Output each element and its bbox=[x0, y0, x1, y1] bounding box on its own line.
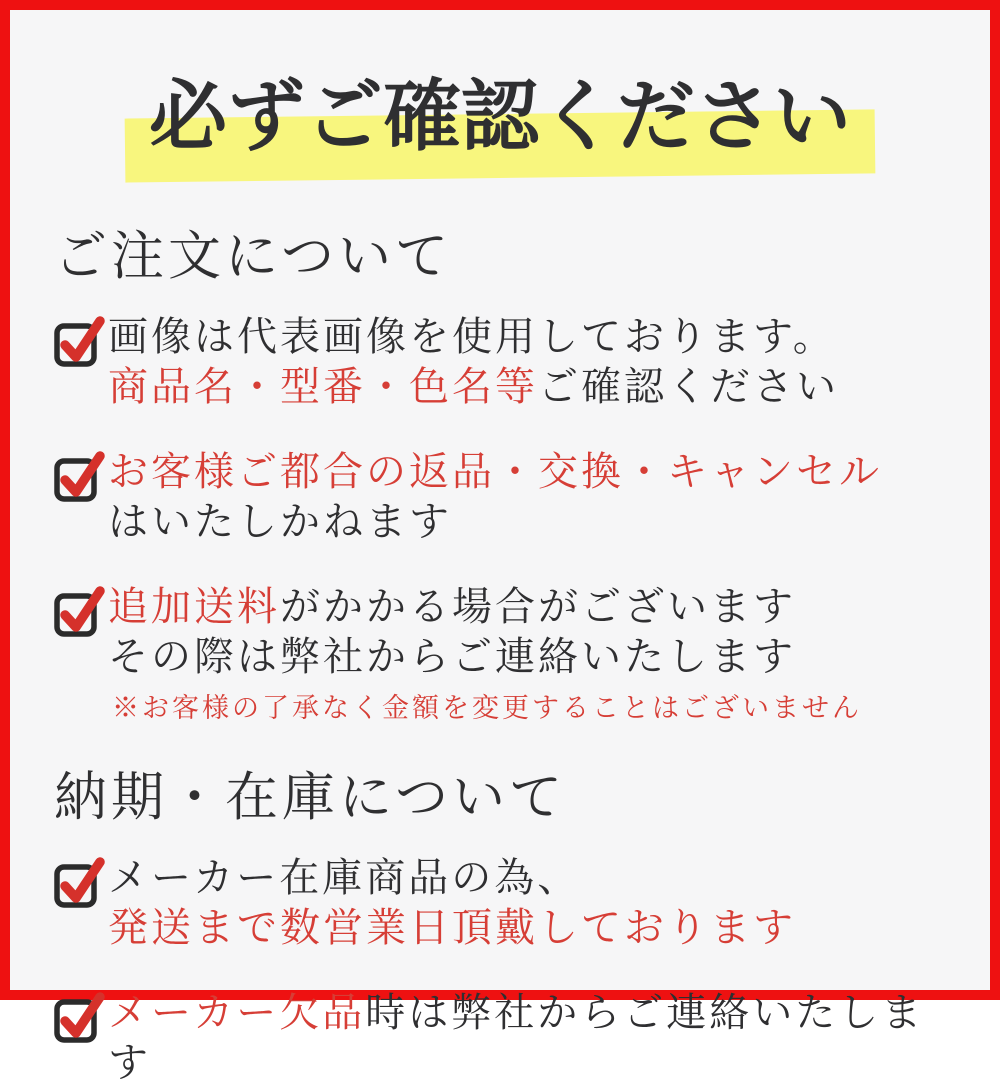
item-text bbox=[108, 988, 948, 1087]
item-segment: その際は弊社からご連絡いたします bbox=[108, 633, 796, 679]
notice-content bbox=[10, 10, 990, 1087]
item-segment-highlighted: お客様ご都合の返品・交換・キャンセル bbox=[108, 449, 882, 495]
item-line bbox=[108, 903, 796, 953]
section-heading-orders: ご注文について bbox=[54, 228, 452, 286]
item-line bbox=[108, 853, 796, 903]
page-title bbox=[131, 54, 869, 180]
item-line bbox=[108, 988, 948, 1087]
item-text bbox=[108, 582, 862, 725]
checked-checkbox-icon bbox=[52, 312, 104, 368]
item-segment: 画像は代表画像を使用しております。 bbox=[108, 314, 836, 359]
item-segment-highlighted: 商品名・型番・色名等 bbox=[108, 363, 538, 409]
item-segment-highlighted: 追加送料 bbox=[108, 584, 280, 630]
item-line bbox=[108, 497, 882, 547]
item-segment: がかかる場合がございます bbox=[280, 584, 796, 630]
item-text bbox=[108, 312, 839, 411]
list-item bbox=[52, 988, 948, 1087]
list-item bbox=[52, 447, 948, 546]
item-segment: ご確認ください bbox=[538, 363, 839, 409]
item-footnote: ※お客様の了承なく金額を変更することはございません bbox=[112, 692, 862, 723]
checked-checkbox-icon bbox=[52, 447, 104, 503]
title-row bbox=[52, 54, 948, 180]
item-segment-highlighted: メーカー欠品 bbox=[108, 990, 366, 1036]
checked-checkbox-icon bbox=[52, 853, 104, 909]
checked-checkbox-icon bbox=[52, 582, 104, 638]
item-segment: はいたしかねます bbox=[108, 498, 452, 544]
list-item bbox=[52, 312, 948, 411]
item-segment: メーカー在庫商品の為、 bbox=[108, 855, 581, 901]
item-segment: 時は弊社からご連絡いたします bbox=[108, 990, 925, 1085]
item-line bbox=[108, 582, 862, 632]
page-title-text: 必ずご確認ください bbox=[148, 73, 851, 160]
list-item bbox=[52, 582, 948, 725]
checked-checkbox-icon bbox=[52, 988, 104, 1044]
item-line bbox=[108, 447, 882, 497]
list-item bbox=[52, 853, 948, 952]
item-line bbox=[108, 312, 839, 362]
item-line bbox=[108, 632, 862, 682]
section-heading-delivery-stock: 納期・在庫について bbox=[54, 769, 566, 828]
item-segment-highlighted: 発送まで数営業日頂戴しております bbox=[108, 904, 796, 950]
item-text bbox=[108, 853, 796, 952]
item-text bbox=[108, 447, 882, 546]
item-line bbox=[108, 362, 839, 412]
